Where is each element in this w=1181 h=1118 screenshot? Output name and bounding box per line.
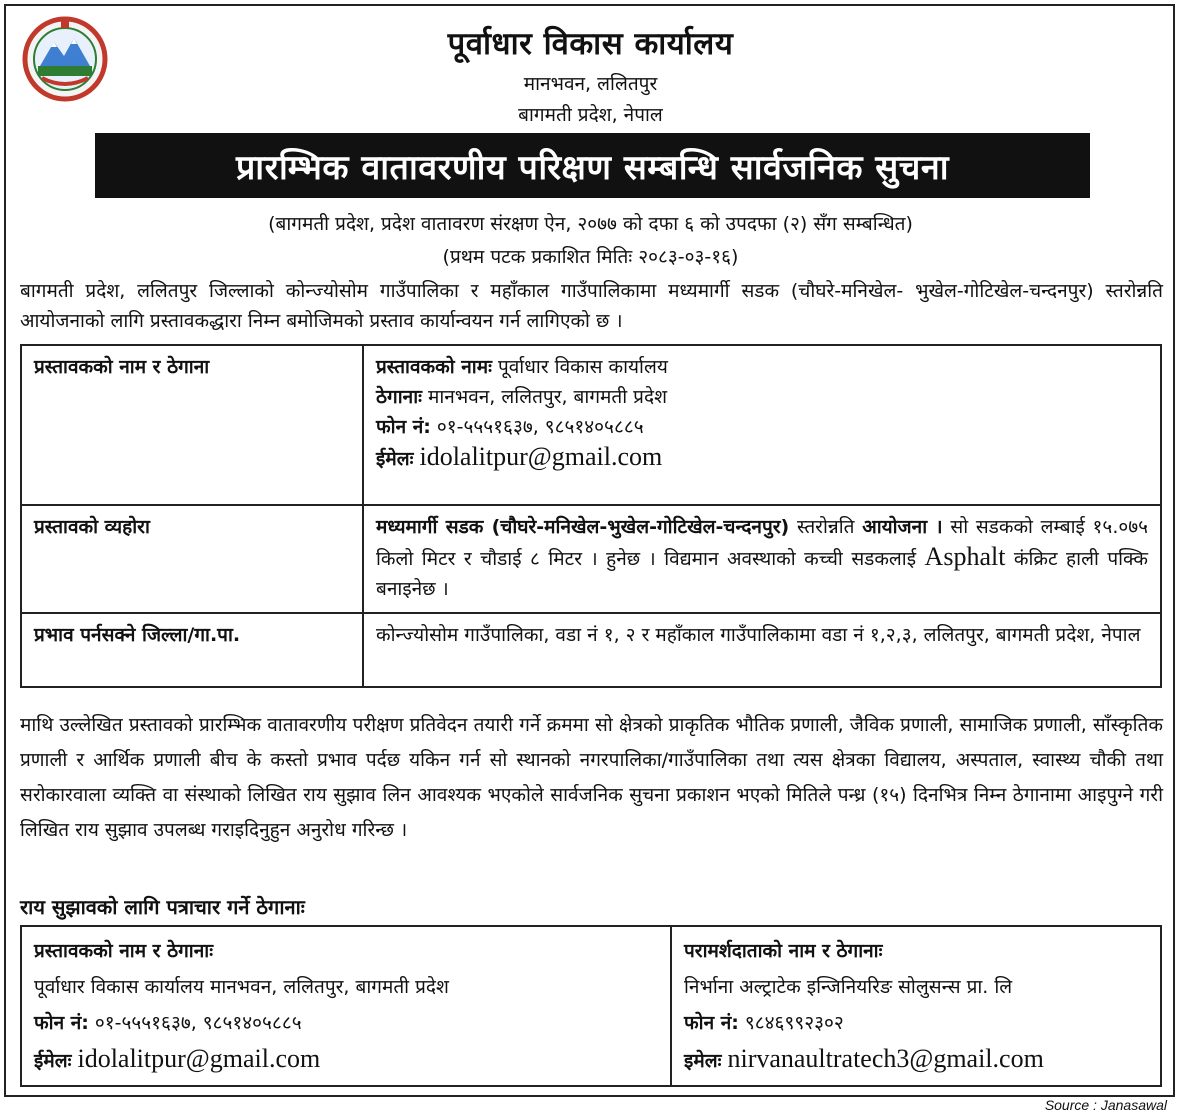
proposal-table — [20, 344, 1162, 688]
table-row — [21, 926, 1161, 1086]
consultant-phone-label: फोन नं: — [684, 1012, 739, 1034]
proponent-label: प्रस्तावकको नाम र ठेगाना — [21, 345, 363, 505]
proponent-email-label: ईमेलः — [376, 448, 414, 470]
description-text: सो सडकको लम्बाई १५.०७५ किलो मिटर र चौडाई ८ मिटर । हुनेछ । विद्यमान अवस्थाको कच्ची सडकलाई — [376, 516, 1148, 570]
proposal-description-label: प्रस्तावको व्यहोरा — [21, 505, 363, 613]
proponent-phone-label: फोन नं: — [376, 416, 431, 438]
asphalt-word: Asphalt — [924, 542, 1006, 571]
proposal-description — [363, 505, 1161, 613]
act-reference: (बागमती प्रदेश, प्रदेश वातावरण संरक्षण ऐन, २०७७ को दफा ६ को उपदफा (२) सँग सम्बन्धित) — [268, 213, 913, 235]
proponent-contact-email-label: ईमेलः — [34, 1050, 72, 1072]
proponent-contact-email: idolalitpur@gmail.com — [77, 1044, 321, 1073]
intro-paragraph: बागमती प्रदेश, ललितपुर जिल्लाको कोन्ज्योसोम गाउँपालिका र महाँकाल गाउँपालिकामा मध्यमार्गी सडक (चौघरे-मनिखेल- भुखेल-गोटिखेल-चन्दनपुर) स्तरोन्नति आयोजनाको लागि प्रस्तावकद्धारा निम्न बमोजिमको प्रस्ताव कार्यान्वयन गर्न लागिएको छ । — [20, 280, 1163, 332]
consultant-heading: परामर्शदाताको नाम र ठेगानाः — [684, 940, 883, 962]
correspondence-table — [20, 925, 1162, 1087]
proponent-contact-address: पूर्वाधार विकास कार्यालय मानभवन, ललितपुर, बागमती प्रदेश — [34, 976, 449, 998]
proponent-phone: ०१-५५५१६३७, ९८५१४०५८८५ — [436, 416, 644, 438]
office-name: पूर्वाधार विकास कार्यालय — [447, 26, 734, 62]
office-address-line2: बागमती प्रदेश, नेपाल — [518, 104, 663, 126]
affected-area-label: प्रभाव पर्नसक्ने जिल्ला/गा.पा. — [21, 613, 363, 687]
affected-area: कोन्ज्योसोम गाउँपालिका, वडा नं १, २ र महाँकाल गाउँपालिकामा वडा नं १,२,३, ललितपुर, बागमती प्रदेश, नेपाल — [363, 613, 1161, 687]
office-address-line1: मानभवन, ललितपुर — [523, 73, 658, 95]
consultant-email: nirvanaultratech3@gmail.com — [727, 1044, 1044, 1073]
proponent-address: मानभवन, ललितपुर, बागमती प्रदेश — [428, 386, 667, 408]
proponent-contact-phone-label: फोन नं: — [34, 1012, 89, 1034]
description-text: स्तरोन्नति — [789, 516, 863, 538]
correspondence-title: राय सुझावको लागि पत्राचार गर्ने ठेगानाः — [20, 895, 305, 919]
proponent-details — [363, 345, 1161, 505]
notice-title-banner: प्रारम्भिक वातावरणीय परिक्षण सम्बन्धि सार्वजनिक सुचना — [95, 133, 1090, 198]
description-text: कंक्रिट हाली पक्कि बनाइनेछ । — [376, 548, 1149, 600]
consultant-email-label: इमेलः — [684, 1050, 722, 1072]
road-name: मध्यमार्गी सडक (चौघरे-मनिखेल-भुखेल-गोटिखेल-चन्दनपुर) — [376, 516, 790, 538]
request-paragraph: माथि उल्लेखित प्रस्तावको प्रारम्भिक वातावरणीय परीक्षण प्रतिवेदन तयारी गर्ने क्रममा सो क्षेत्रको प्राकृतिक भौतिक प्रणाली, जैविक प्रणाली, सामाजिक प्रणाली, साँस्कृतिक प्रणाली र आर्थिक प्रणाली बीच के कस्तो प्रभाव पर्दछ यकिन गर्न सो स्थानको नगरपालिका/गाउँपालिका तथा त्यस क्षेत्रका विद्यालय, अस्पताल, स्वास्थ्य चौकी तथा सरोकारवाला व्यक्ति वा संस्थाको लिखित राय सुझाव लिन आवश्यक भएकोले सार्वजनिक सुचना प्रकाशन भएको मितिले पन्ध्र (१५) दिनभित्र निम्न ठेगानामा आइपुग्ने गरी लिखित राय सुझाव उपलब्ध गराइदिनुहुन अनुरोध गरिन्छ । — [20, 714, 1163, 841]
publication-date: (प्रथम पटक प्रकाशित मितिः २०८३-०३-१६) — [442, 246, 739, 268]
consultant-contact — [671, 926, 1161, 1086]
proponent-name: पूर्वाधार विकास कार्यालय — [497, 356, 668, 378]
table-row — [21, 345, 1161, 505]
proponent-contact-phone: ०१-५५५१६३७, ९८५१४०५८८५ — [94, 1012, 302, 1034]
table-row — [21, 505, 1161, 613]
proponent-email: idolalitpur@gmail.com — [419, 442, 663, 471]
proponent-address-label: ठेगानाः — [376, 386, 422, 408]
table-row — [21, 613, 1161, 687]
consultant-name: निर्भाना अल्ट्राटेक इन्जिनियरिङ सोलुसन्स प्रा. लि — [684, 976, 1013, 998]
consultant-phone: ९८४६९९२३०२ — [744, 1012, 844, 1034]
proponent-contact-heading: प्रस्तावकको नाम र ठेगानाः — [34, 940, 214, 962]
proponent-contact — [21, 926, 671, 1086]
project-word: आयोजना । — [862, 516, 943, 538]
source-note: Source : Janasawal — [1044, 1097, 1167, 1113]
proponent-name-label: प्रस्तावकको नामः — [376, 356, 492, 378]
